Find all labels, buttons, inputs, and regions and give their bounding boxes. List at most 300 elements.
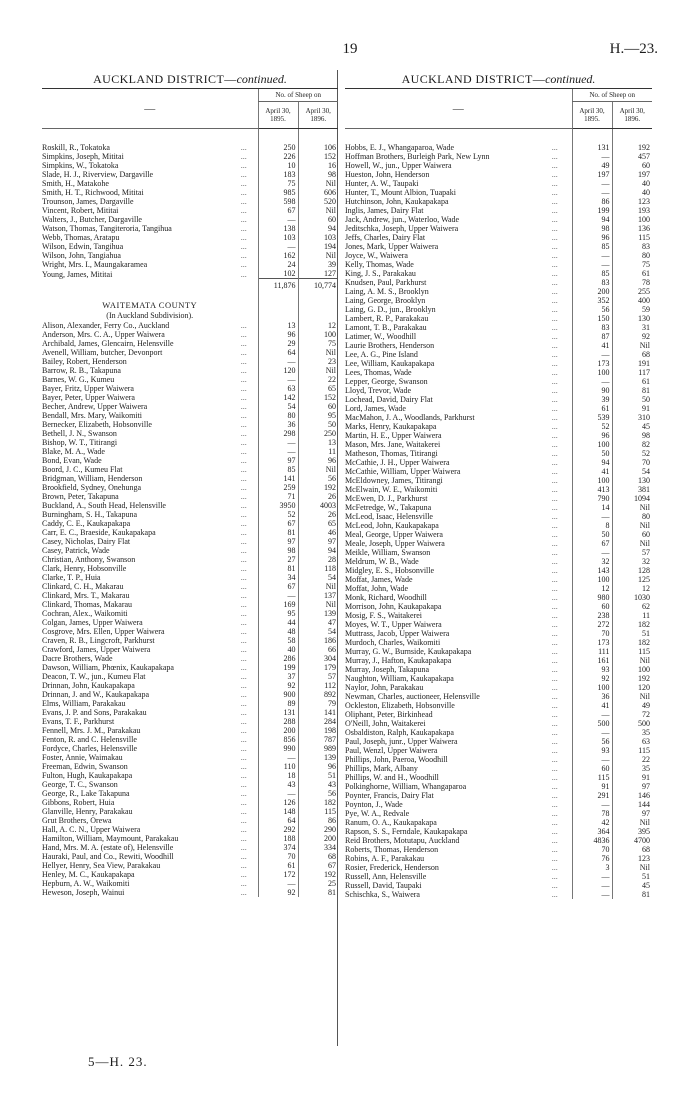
table-row [345, 539, 652, 548]
leader-dots: ... [240, 807, 247, 816]
sheep-1896: 12 [298, 321, 338, 330]
sheep-1896: 1094 [612, 494, 652, 503]
sheep-1896: 47 [298, 618, 338, 627]
sheep-1896: 16 [298, 161, 338, 170]
sheep-1896: 68 [298, 852, 338, 861]
sheep-1896: 96 [298, 762, 338, 771]
sheep-1895: — [258, 357, 298, 366]
leader-dots: ... [240, 438, 247, 447]
sheep-1895: 54 [258, 402, 298, 411]
leader-dots: ... [551, 269, 558, 278]
table-row [42, 888, 338, 897]
leader-dots: ... [551, 710, 558, 719]
owner-name: Webb, Thomas, Aratapu [42, 233, 120, 242]
sheep-1895: 96 [258, 330, 298, 339]
leader-dots: ... [551, 350, 558, 359]
sheep-1895: 44 [258, 618, 298, 627]
owner-name: Young, James, Mititai [42, 269, 113, 279]
table-row [345, 377, 652, 386]
sheep-1895: 40 [258, 645, 298, 654]
leader-dots: ... [551, 683, 558, 692]
leader-dots: ... [551, 755, 558, 764]
owner-name: Laing, George, Brooklyn [345, 296, 426, 305]
table-row [42, 627, 338, 636]
sheep-1896: 56 [298, 789, 338, 798]
sheep-1896: 13 [298, 438, 338, 447]
owner-name: Cosgrove, Mrs. Ellen, Upper Waiwera [42, 627, 165, 636]
table-row [42, 384, 338, 393]
owner-name: Hall, A. C. N., Upper Waiwera [42, 825, 141, 834]
table-row [345, 845, 652, 854]
sheep-1895: 286 [258, 654, 298, 663]
table-row [345, 233, 652, 242]
sheep-1896: 31 [612, 323, 652, 332]
table-row [42, 402, 338, 411]
table-row [42, 870, 338, 879]
sheep-1895: 63 [258, 384, 298, 393]
sheep-1896: 139 [298, 609, 338, 618]
table-row [345, 521, 652, 530]
table-row [345, 404, 652, 413]
sheep-1896: 186 [298, 636, 338, 645]
table-row [345, 674, 652, 683]
sheep-1896: Nil [298, 179, 338, 188]
sheep-1896: 67 [298, 861, 338, 870]
document-reference: H.—23. [609, 41, 658, 57]
sheep-1896: 26 [298, 492, 338, 501]
table-row [345, 737, 652, 746]
owner-name: Poynter, Francis, Dairy Flat [345, 791, 434, 800]
leader-dots: ... [240, 465, 247, 474]
sheep-1895: — [572, 710, 612, 719]
sheep-1895: 98 [572, 224, 612, 233]
sheep-1896: 152 [298, 393, 338, 402]
owner-name: Bayer, Peter, Upper Waiwera [42, 393, 135, 402]
sheep-1896: 81 [612, 386, 652, 395]
owner-name: Drinnan, John, Kaukapakapa [42, 681, 135, 690]
owner-name: Cochran, Alex., Waikomiti [42, 609, 128, 618]
owner-name: Lloyd, Trevor, Wade [345, 386, 411, 395]
sheep-1895: 64 [258, 348, 298, 357]
sheep-1896: 115 [612, 647, 652, 656]
owner-name: Murray, Joseph, Takapuna [345, 665, 430, 674]
sheep-1896: Nil [298, 251, 338, 260]
sheep-1896: Nil [298, 582, 338, 591]
sheep-1896: 128 [612, 566, 652, 575]
sheep-1896: 304 [298, 654, 338, 663]
sheep-1896: 255 [612, 287, 652, 296]
leader-dots: ... [551, 377, 558, 386]
sheep-1895: 148 [258, 807, 298, 816]
sheep-1895: 143 [572, 566, 612, 575]
table-row [345, 350, 652, 359]
sheep-1896: 83 [612, 242, 652, 251]
owner-name: Clinkard, Thomas, Makarau [42, 600, 133, 609]
sheep-table-right [345, 88, 652, 899]
owner-name: Morrison, John, Kaukapakapa [345, 602, 442, 611]
header-date-1896: April 30, 1896. [612, 102, 652, 129]
sheep-1895: 364 [572, 827, 612, 836]
leader-dots: ... [551, 728, 558, 737]
sheep-1896: Nil [612, 521, 652, 530]
sheep-1896: 60 [298, 402, 338, 411]
table-row [42, 582, 338, 591]
table-row [345, 755, 652, 764]
sheep-1895: — [572, 377, 612, 386]
sheep-1895: 94 [572, 458, 612, 467]
sheep-1895: — [572, 512, 612, 521]
leader-dots: ... [240, 753, 247, 762]
table-row [345, 575, 652, 584]
sheep-1896: 310 [612, 413, 652, 422]
table-row [42, 699, 338, 708]
sheep-1895: 100 [572, 683, 612, 692]
owner-name: Lambert, R. P., Parakakau [345, 314, 429, 323]
sheep-1895: 96 [572, 233, 612, 242]
table-row [345, 485, 652, 494]
header-date-1895: April 30, 1895. [572, 102, 612, 129]
owner-name: Clinkard, Mrs. T., Makarau [42, 591, 130, 600]
sheep-1896: 82 [612, 440, 652, 449]
sheep-1895: — [572, 152, 612, 161]
sheep-1896: Nil [612, 341, 652, 350]
sheep-1895: 36 [258, 420, 298, 429]
owner-name: Hellyer, Henry, Sea View, Parakakau [42, 861, 161, 870]
table-row [42, 242, 338, 251]
sheep-1895: — [572, 881, 612, 890]
table-row [42, 330, 338, 339]
leader-dots: ... [240, 888, 247, 897]
table-row [345, 197, 652, 206]
leader-dots: ... [551, 485, 558, 494]
leader-dots: ... [240, 636, 247, 645]
sheep-1896: 59 [612, 305, 652, 314]
owner-name: Hamilton, William, Maymount, Parakakau [42, 834, 179, 843]
sheep-1896: 395 [612, 827, 652, 836]
sheep-1895: 70 [572, 629, 612, 638]
table-row [42, 663, 338, 672]
sheep-1895: 292 [258, 825, 298, 834]
sheep-1895: 94 [572, 215, 612, 224]
sheep-1895: 188 [258, 834, 298, 843]
owner-name: Lord, James, Wade [345, 404, 406, 413]
table-row [42, 546, 338, 555]
owner-name: Elms, William, Parakakau [42, 699, 126, 708]
leader-dots: ... [551, 143, 558, 152]
sheep-1895: 150 [572, 314, 612, 323]
sheep-1896: 120 [612, 683, 652, 692]
owner-name: Wilson, Edwin, Tangihua [42, 242, 124, 251]
owner-name: Heweson, Joseph, Wainui [42, 888, 125, 897]
leader-dots: ... [551, 746, 558, 755]
owner-name: Lees, Thomas, Wade [345, 368, 412, 377]
sheep-1896: 65 [298, 384, 338, 393]
table-row [345, 530, 652, 539]
sheep-1896: 60 [298, 215, 338, 224]
leader-dots: ... [551, 206, 558, 215]
sheep-1895: 90 [572, 386, 612, 395]
leader-dots: ... [240, 269, 247, 279]
sheep-1896: 50 [612, 395, 652, 404]
header-blank: — [345, 89, 572, 129]
leader-dots: ... [551, 791, 558, 800]
sheep-1896: 130 [612, 314, 652, 323]
table-body-b [42, 321, 338, 897]
sheep-1895: 61 [258, 861, 298, 870]
sheep-1895: 34 [258, 573, 298, 582]
owner-name: Russell, David, Taupaki [345, 881, 422, 890]
sheep-1896: 46 [298, 528, 338, 537]
table-row [42, 357, 338, 366]
sheep-1895: — [572, 260, 612, 269]
leader-dots: ... [551, 503, 558, 512]
sheep-1895: 173 [572, 359, 612, 368]
sheep-1896: 79 [298, 699, 338, 708]
sheep-1895: 50 [572, 449, 612, 458]
sheep-1895: 70 [572, 845, 612, 854]
leader-dots: ... [240, 206, 247, 215]
table-row [345, 332, 652, 341]
sheep-1896: 35 [612, 728, 652, 737]
sheep-1896: 127 [298, 269, 338, 279]
sheep-1895: 990 [258, 744, 298, 753]
table-row [345, 782, 652, 791]
sheep-1895: 98 [258, 546, 298, 555]
sheep-1896: 57 [298, 672, 338, 681]
owner-name: Casey, Patrick, Wade [42, 546, 110, 555]
sheep-1896: 50 [298, 420, 338, 429]
sheep-1896: 91 [612, 404, 652, 413]
leader-dots: ... [551, 773, 558, 782]
owner-name: Henley, M. C., Kaukapakapa [42, 870, 135, 879]
owner-name: Bethell, J. N., Swanson [42, 429, 117, 438]
sheep-1896: 115 [612, 746, 652, 755]
sheep-1896: 123 [612, 854, 652, 863]
owner-name: George, T. C., Swanson [42, 780, 118, 789]
sheep-1896: Nil [612, 863, 652, 872]
table-row [345, 341, 652, 350]
owner-name: Brown, Peter, Takapuna [42, 492, 119, 501]
leader-dots: ... [240, 143, 247, 152]
owner-name: Osbaldiston, Ralph, Kaukapakapa [345, 728, 454, 737]
sheep-1896: 152 [298, 152, 338, 161]
table-row [345, 314, 652, 323]
leader-dots: ... [551, 881, 558, 890]
sheep-1896: 130 [612, 476, 652, 485]
sheep-1896: 61 [612, 269, 652, 278]
sheep-1895: 83 [572, 323, 612, 332]
sheep-1895: 93 [572, 746, 612, 755]
sheep-1896: 137 [298, 591, 338, 600]
sheep-1895: 18 [258, 771, 298, 780]
table-row [42, 798, 338, 807]
table-row [345, 395, 652, 404]
heading-text: AUCKLAND DISTRICT— [93, 72, 237, 86]
table-row [42, 564, 338, 573]
leader-dots: ... [551, 692, 558, 701]
table-row [345, 791, 652, 800]
owner-name: Bridgman, William, Henderson [42, 474, 143, 483]
section-subtitle: (In Auckland Subdivision). [106, 311, 194, 320]
sheep-1895: 100 [572, 440, 612, 449]
leader-dots: ... [551, 890, 558, 899]
sheep-1896: 51 [298, 771, 338, 780]
sheep-1896: 23 [298, 357, 338, 366]
owner-name: Naylor, John, Parakakau [345, 683, 424, 692]
table-row [42, 197, 338, 206]
sheep-1896: 144 [612, 800, 652, 809]
leader-dots: ... [551, 620, 558, 629]
sheep-1896: Nil [298, 348, 338, 357]
owner-name: Becher, Andrew, Upper Waiwera [42, 402, 148, 411]
leader-dots: ... [551, 332, 558, 341]
owner-name: Bayer, Fritz, Upper Waiwera [42, 384, 134, 393]
owner-name: Clarke, T. P., Huia [42, 573, 101, 582]
leader-dots: ... [551, 836, 558, 845]
owner-name: Hunter, T., Mount Albion, Tuapaki [345, 188, 456, 197]
table-row [42, 879, 338, 888]
leader-dots: ... [240, 744, 247, 753]
sheep-1895: — [258, 215, 298, 224]
sheep-1896: 103 [298, 233, 338, 242]
table-row [42, 780, 338, 789]
leader-dots: ... [240, 771, 247, 780]
sheep-1896: 57 [612, 548, 652, 557]
leader-dots: ... [551, 359, 558, 368]
leader-dots: ... [240, 627, 247, 636]
table-row [345, 656, 652, 665]
table-row [345, 323, 652, 332]
leader-dots: ... [240, 402, 247, 411]
sheep-1895: 70 [258, 852, 298, 861]
sheep-1896: 45 [612, 422, 652, 431]
table-row [345, 413, 652, 422]
owner-name: Freeman, Edwin, Swanson [42, 762, 128, 771]
owner-name: Roberts, Thomas, Henderson [345, 845, 439, 854]
table-row [42, 591, 338, 600]
sheep-1896: 191 [612, 359, 652, 368]
owner-name: Meale, Joseph, Upper Waiwera [345, 539, 445, 548]
table-row [42, 438, 338, 447]
owner-name: Martin, H. E., Upper Waiwera [345, 431, 442, 440]
table-row [42, 717, 338, 726]
sheep-1896: 112 [298, 681, 338, 690]
sheep-1895: 238 [572, 611, 612, 620]
table-row [345, 179, 652, 188]
sheep-1896: 72 [612, 710, 652, 719]
sheep-1896: 11 [612, 611, 652, 620]
sheep-1895: 500 [572, 719, 612, 728]
owner-name: Carr, E. C., Braeside, Kaukapakapa [42, 528, 156, 537]
table-row [42, 206, 338, 215]
table-row [345, 278, 652, 287]
owner-name: Pye, W. A., Redvale [345, 809, 410, 818]
table-row [42, 600, 338, 609]
sheep-1896: 54 [298, 627, 338, 636]
table-row [42, 690, 338, 699]
sheep-1895: 41 [572, 701, 612, 710]
sheep-1896: 117 [612, 368, 652, 377]
sheep-1895: — [572, 251, 612, 260]
owner-name: Fordyce, Charles, Helensville [42, 744, 138, 753]
sheep-1895: 4836 [572, 836, 612, 845]
leader-dots: ... [551, 368, 558, 377]
table-row [42, 537, 338, 546]
leader-dots: ... [240, 564, 247, 573]
owner-name: Watson, Thomas, Tangiteroria, Tangihua [42, 224, 172, 233]
owner-name: Anderson, Mrs. C. A., Upper Waiwera [42, 330, 165, 339]
owner-name: Lepper, George, Swanson [345, 377, 428, 386]
sheep-1895: 8 [572, 521, 612, 530]
table-row [345, 557, 652, 566]
table-row [345, 593, 652, 602]
sheep-1895: 142 [258, 393, 298, 402]
leader-dots: ... [551, 845, 558, 854]
sheep-1896: 787 [298, 735, 338, 744]
sheep-1895: 67 [258, 519, 298, 528]
leader-dots: ... [240, 179, 247, 188]
sheep-1895: 3 [572, 863, 612, 872]
table-row [345, 161, 652, 170]
leader-dots: ... [551, 296, 558, 305]
heading-continued: continued. [545, 72, 596, 86]
leader-dots: ... [240, 843, 247, 852]
sheep-1896: 54 [612, 467, 652, 476]
table-row [42, 618, 338, 627]
leader-dots: ... [240, 573, 247, 582]
table-row [42, 834, 338, 843]
owner-name: Lamont, T. B., Parakakau [345, 323, 427, 332]
sheep-1895: 226 [258, 152, 298, 161]
sheep-1896: 68 [612, 350, 652, 359]
sheep-1895: 97 [258, 537, 298, 546]
table-row [345, 251, 652, 260]
sheep-1896: 75 [298, 339, 338, 348]
owner-name: Craven, R. B., Lingcroft, Parkhurst [42, 636, 155, 645]
table-row [42, 483, 338, 492]
sheep-1895: 42 [572, 818, 612, 827]
header-blank: — [42, 89, 258, 129]
leader-dots: ... [240, 690, 247, 699]
sheep-1895: — [572, 548, 612, 557]
table-row [345, 764, 652, 773]
sheep-1895: 200 [572, 287, 612, 296]
leader-dots: ... [240, 170, 247, 179]
sheep-1895: 856 [258, 735, 298, 744]
table-row [345, 296, 652, 305]
sheep-1896: 290 [298, 825, 338, 834]
owner-name: Archibald, James, Glencairn, Helensville [42, 339, 174, 348]
owner-name: Brookfield, Sydney, Onehunga [42, 483, 142, 492]
sheep-1896: 40 [612, 188, 652, 197]
owner-name: Paul, Wenzl, Upper Waiwera [345, 746, 438, 755]
sheep-1896: 146 [612, 791, 652, 800]
sheep-1895: 985 [258, 188, 298, 197]
sheep-1896: 182 [612, 638, 652, 647]
owner-name: McCathie, William, Upper Waiwera [345, 467, 461, 476]
sheep-1895: 29 [258, 339, 298, 348]
leader-dots: ... [551, 521, 558, 530]
sheep-1895: — [258, 753, 298, 762]
sheep-1896: 192 [298, 870, 338, 879]
owner-name: Hoffman Brothers, Burleigh Park, New Lynn [345, 152, 490, 161]
sheep-1895: 93 [572, 665, 612, 674]
leader-dots: ... [240, 357, 247, 366]
table-row [42, 492, 338, 501]
table-row [345, 620, 652, 629]
leader-dots: ... [551, 323, 558, 332]
sheep-1895: 78 [572, 809, 612, 818]
